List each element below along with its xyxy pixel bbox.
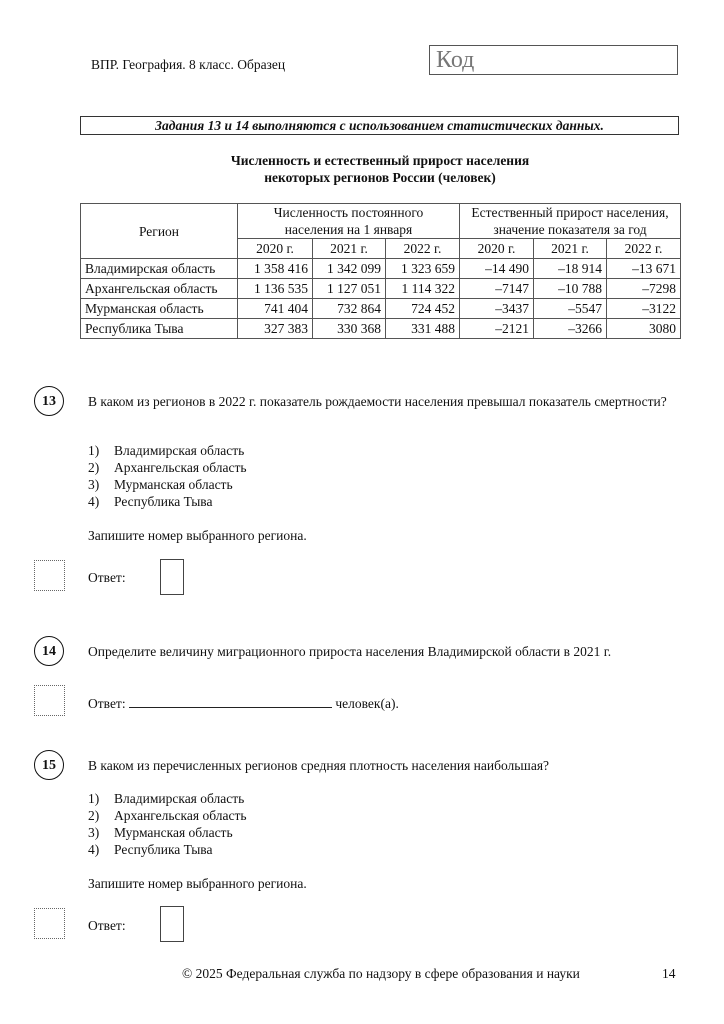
value-cell: 741 404 [238,299,313,319]
answer-13-input[interactable] [160,559,184,595]
code-field[interactable]: Код [429,45,678,75]
region-cell: Архангельская область [81,279,238,299]
option-item [88,841,247,858]
option-label: Архангельская область [114,808,247,823]
table-row [81,319,681,339]
table-title-line1: Численность и естественный прирост населения [230,153,530,168]
column-header-year: 2020 г. [460,239,534,259]
option-item [88,476,247,493]
value-cell: –14 490 [460,259,534,279]
table-row [81,279,681,299]
column-header-year: 2022 г. [386,239,460,259]
option-label: Республика Тыва [114,842,213,857]
option-number: 1) [88,791,100,806]
question-15-instruction: Запишите номер выбранного региона. [88,876,307,891]
value-cell: –3266 [534,319,607,339]
option-item [88,493,247,510]
region-cell: Республика Тыва [81,319,238,339]
value-cell: –2121 [460,319,534,339]
value-cell: 724 452 [386,299,460,319]
value-cell: –3122 [607,299,681,319]
page-number: 14 [662,966,676,981]
value-cell: –7298 [607,279,681,299]
value-cell: 1 342 099 [313,259,386,279]
answer-unit: человек(а). [335,696,399,711]
answer-14-input[interactable] [129,693,332,708]
value-cell: 1 114 322 [386,279,460,299]
option-item [88,807,247,824]
footer-copyright: © 2025 Федеральная служба по надзору в сфере образования и науки [182,966,580,981]
value-cell: 1 127 051 [313,279,386,299]
column-group-natural-growth [460,204,681,239]
option-number: 2) [88,808,100,823]
option-label: Республика Тыва [114,494,213,509]
option-label: Владимирская область [114,791,245,806]
value-cell: 331 488 [386,319,460,339]
growth-header-line1: Естественный прирост населения, [471,205,669,220]
answer-label: Ответ: [88,696,126,711]
option-item [88,442,247,459]
table-header-row-1 [81,204,681,239]
table-row [81,299,681,319]
population-header-line1: Численность постоянного [273,205,424,220]
column-group-population [238,204,460,239]
answer-label: Ответ: [88,918,126,933]
option-label: Владимирская область [114,443,245,458]
value-cell: 1 323 659 [386,259,460,279]
option-number: 2) [88,460,100,475]
question-13-instruction: Запишите номер выбранного региона. [88,528,307,543]
population-table [80,203,681,339]
column-header-year: 2021 г. [534,239,607,259]
column-header-year: 2021 г. [313,239,386,259]
value-cell: 1 136 535 [238,279,313,299]
option-label: Мурманская область [114,477,233,492]
option-label: Мурманская область [114,825,233,840]
option-item [88,459,247,476]
region-cell: Владимирская область [81,259,238,279]
column-header-region: Регион [81,204,238,259]
question-14-text: Определите величину миграционного прироста населения Владимирской области в 2021 г. [88,644,612,659]
value-cell: 327 383 [238,319,313,339]
table-title [80,152,680,186]
value-cell: –13 671 [607,259,681,279]
value-cell: –7147 [460,279,534,299]
region-cell: Мурманская область [81,299,238,319]
grading-box [34,908,65,939]
question-13-text: В каком из регионов в 2022 г. показатель рождаемости населения превышал показатель смертности? [88,394,667,409]
question-13-options [88,442,247,510]
question-15-options [88,790,247,858]
answer-14-row [88,693,399,712]
answer-label: Ответ: [88,570,126,585]
value-cell: –10 788 [534,279,607,299]
option-label: Архангельская область [114,460,247,475]
value-cell: –5547 [534,299,607,319]
option-number: 4) [88,842,100,857]
value-cell: 1 358 416 [238,259,313,279]
grading-box [34,685,65,716]
document-header-title: ВПР. География. 8 класс. Образец [91,57,286,72]
value-cell: –3437 [460,299,534,319]
table-title-line2: некоторых регионов России (человек) [264,170,496,185]
option-number: 1) [88,443,100,458]
question-number-badge: 15 [34,750,64,780]
value-cell: 330 368 [313,319,386,339]
option-item [88,790,247,807]
question-15-text: В каком из перечисленных регионов средняя плотность населения наибольшая? [88,758,550,773]
option-item [88,824,247,841]
population-header-line2: населения на 1 января [284,222,413,237]
answer-15-input[interactable] [160,906,184,942]
question-number-badge: 13 [34,386,64,416]
question-number-badge: 14 [34,636,64,666]
option-number: 3) [88,477,100,492]
grading-box [34,560,65,591]
tasks-notice: Задания 13 и 14 выполняются с использованием статистических данных. [80,116,679,135]
table-row [81,259,681,279]
value-cell: 732 864 [313,299,386,319]
value-cell: 3080 [607,319,681,339]
option-number: 4) [88,494,100,509]
option-number: 3) [88,825,100,840]
column-header-year: 2022 г. [607,239,681,259]
value-cell: –18 914 [534,259,607,279]
growth-header-line2: значение показателя за год [493,222,647,237]
column-header-year: 2020 г. [238,239,313,259]
